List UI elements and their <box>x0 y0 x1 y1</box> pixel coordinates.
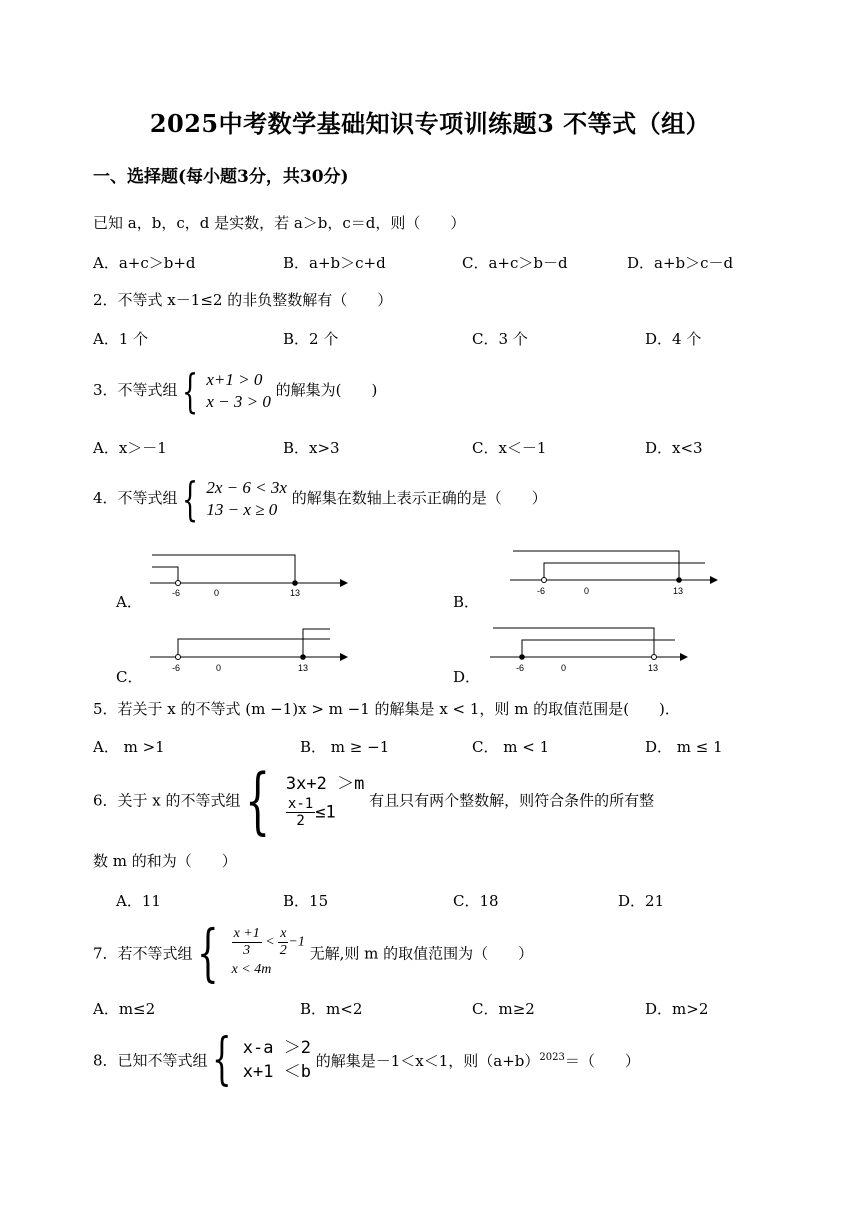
q7-option-b: B．m<2 <box>300 1000 363 1018</box>
svg-text:13: 13 <box>673 586 684 596</box>
q4-option-a: A． <box>116 593 142 611</box>
svg-text:-6: -6 <box>172 663 181 673</box>
q3-option-a: A．x＞－1 <box>93 439 167 457</box>
question-8 <box>93 1027 640 1092</box>
q2-option-b: B．2 个 <box>283 330 339 348</box>
q6-option-a: A．11 <box>116 892 161 910</box>
q4-option-d: D． <box>453 668 481 686</box>
q7-system: $\frac{x +1}{3}$ < $\frac{x}{2}$ −1 x < 4m <box>231 925 305 977</box>
q1-option-d: D．a+b＞c－d <box>627 254 734 272</box>
q8-prefix: 8．已知不等式组 <box>93 1051 208 1070</box>
q2-option-c: C．3 个 <box>472 330 528 348</box>
q8-suffix: 的解集是－1＜x＜1，则$(a+b)^{2023}=$（ ） <box>315 1051 640 1070</box>
q1-option-c: C．a+c＞b－d <box>462 254 568 272</box>
q5-option-c: C． m < 1 <box>472 738 550 756</box>
q6-option-c: C．18 <box>453 892 499 910</box>
svg-text:13: 13 <box>648 663 659 673</box>
q8-system: x-a ＞2 x+1 ＜b <box>242 1038 311 1082</box>
q3-option-c: C．x＜－1 <box>472 439 547 457</box>
q2-option-a: A．1 个 <box>93 330 149 348</box>
number-line-a <box>140 545 350 600</box>
page-title: 2025中考数学基础知识专项训练题3 不等式（组） <box>149 109 711 138</box>
q4-option-c: C． <box>116 668 143 686</box>
q6-suffix: 有且只有两个整数解，则符合条件的所有整 <box>369 791 655 810</box>
q7-prefix: 7．若不等式组 <box>93 944 193 963</box>
brace-icon: { <box>212 1027 232 1092</box>
svg-text:0: 0 <box>214 588 220 598</box>
question-5-stem: 5．若关于 x 的不等式 (m −1)x > m −1 的解集是 x < 1，则 m 的取值范围是( )． <box>93 700 680 718</box>
q3-system: x+1 > 0 x − 3 > 0 <box>206 370 271 411</box>
question-6-continuation: 数 m 的和为（ ） <box>93 852 237 870</box>
question-1-stem: 已知 a，b，c，d 是实数，若 a＞b，c＝d，则（ ） <box>93 214 466 232</box>
section-heading: 一、选择题(每小题3分，共30分) <box>93 167 349 187</box>
question-6 <box>93 758 655 842</box>
q3-suffix: 的解集为( ) <box>275 381 378 399</box>
q6-system: 3x+2 ＞m $\frac{x-1}{2}$ ≤1 <box>285 773 365 829</box>
brace-icon: { <box>182 364 199 418</box>
question-3 <box>93 364 378 418</box>
q1-option-b: B．a+b＞c+d <box>283 254 386 272</box>
svg-text:0: 0 <box>584 586 590 596</box>
q5-option-d: D． m ≤ 1 <box>645 738 723 756</box>
q4-option-b: B． <box>453 593 480 611</box>
number-line-c <box>140 625 350 675</box>
q4-prefix: 4．不等式组 <box>93 489 178 507</box>
q6-option-b: B．15 <box>283 892 329 910</box>
q6-prefix: 6．关于 x 的不等式组 <box>93 791 241 810</box>
q1-option-a: A．a+c＞b+d <box>93 254 196 272</box>
number-line-d <box>485 622 695 675</box>
brace-icon: { <box>182 472 199 526</box>
q5-option-b: B． m ≥ −1 <box>300 738 390 756</box>
svg-text:-6: -6 <box>516 663 525 673</box>
q4-suffix: 的解集在数轴上表示正确的是（ ） <box>291 489 547 507</box>
svg-text:13: 13 <box>298 663 309 673</box>
q3-option-b: B．x>3 <box>283 439 340 457</box>
brace-icon: { <box>197 916 220 989</box>
q7-option-d: D．m>2 <box>645 1000 709 1018</box>
q4-system: 2x − 6 < 3x 13 − x ≥ 0 <box>206 478 287 519</box>
q7-option-c: C．m≥2 <box>472 1000 535 1018</box>
q7-suffix: 无解,则 m 的取值范围为（ ） <box>309 944 534 963</box>
number-line-b <box>505 543 720 600</box>
question-4 <box>93 472 547 526</box>
brace-icon: { <box>245 758 271 842</box>
q2-option-d: D．4 个 <box>645 330 702 348</box>
svg-text:0: 0 <box>216 663 222 673</box>
question-2-stem: 2．不等式 x－1≤2 的非负整数解有（ ） <box>93 291 393 309</box>
svg-text:0: 0 <box>561 663 567 673</box>
q3-option-d: D．x<3 <box>645 439 703 457</box>
q5-option-a: A． m >1 <box>93 738 165 756</box>
question-7 <box>93 916 534 989</box>
q7-option-a: A．m≤2 <box>93 1000 156 1018</box>
q3-prefix: 3．不等式组 <box>93 381 178 399</box>
q6-option-d: D．21 <box>618 892 665 910</box>
svg-text:13: 13 <box>290 588 301 598</box>
svg-text:-6: -6 <box>537 586 546 596</box>
svg-text:-6: -6 <box>172 588 181 598</box>
